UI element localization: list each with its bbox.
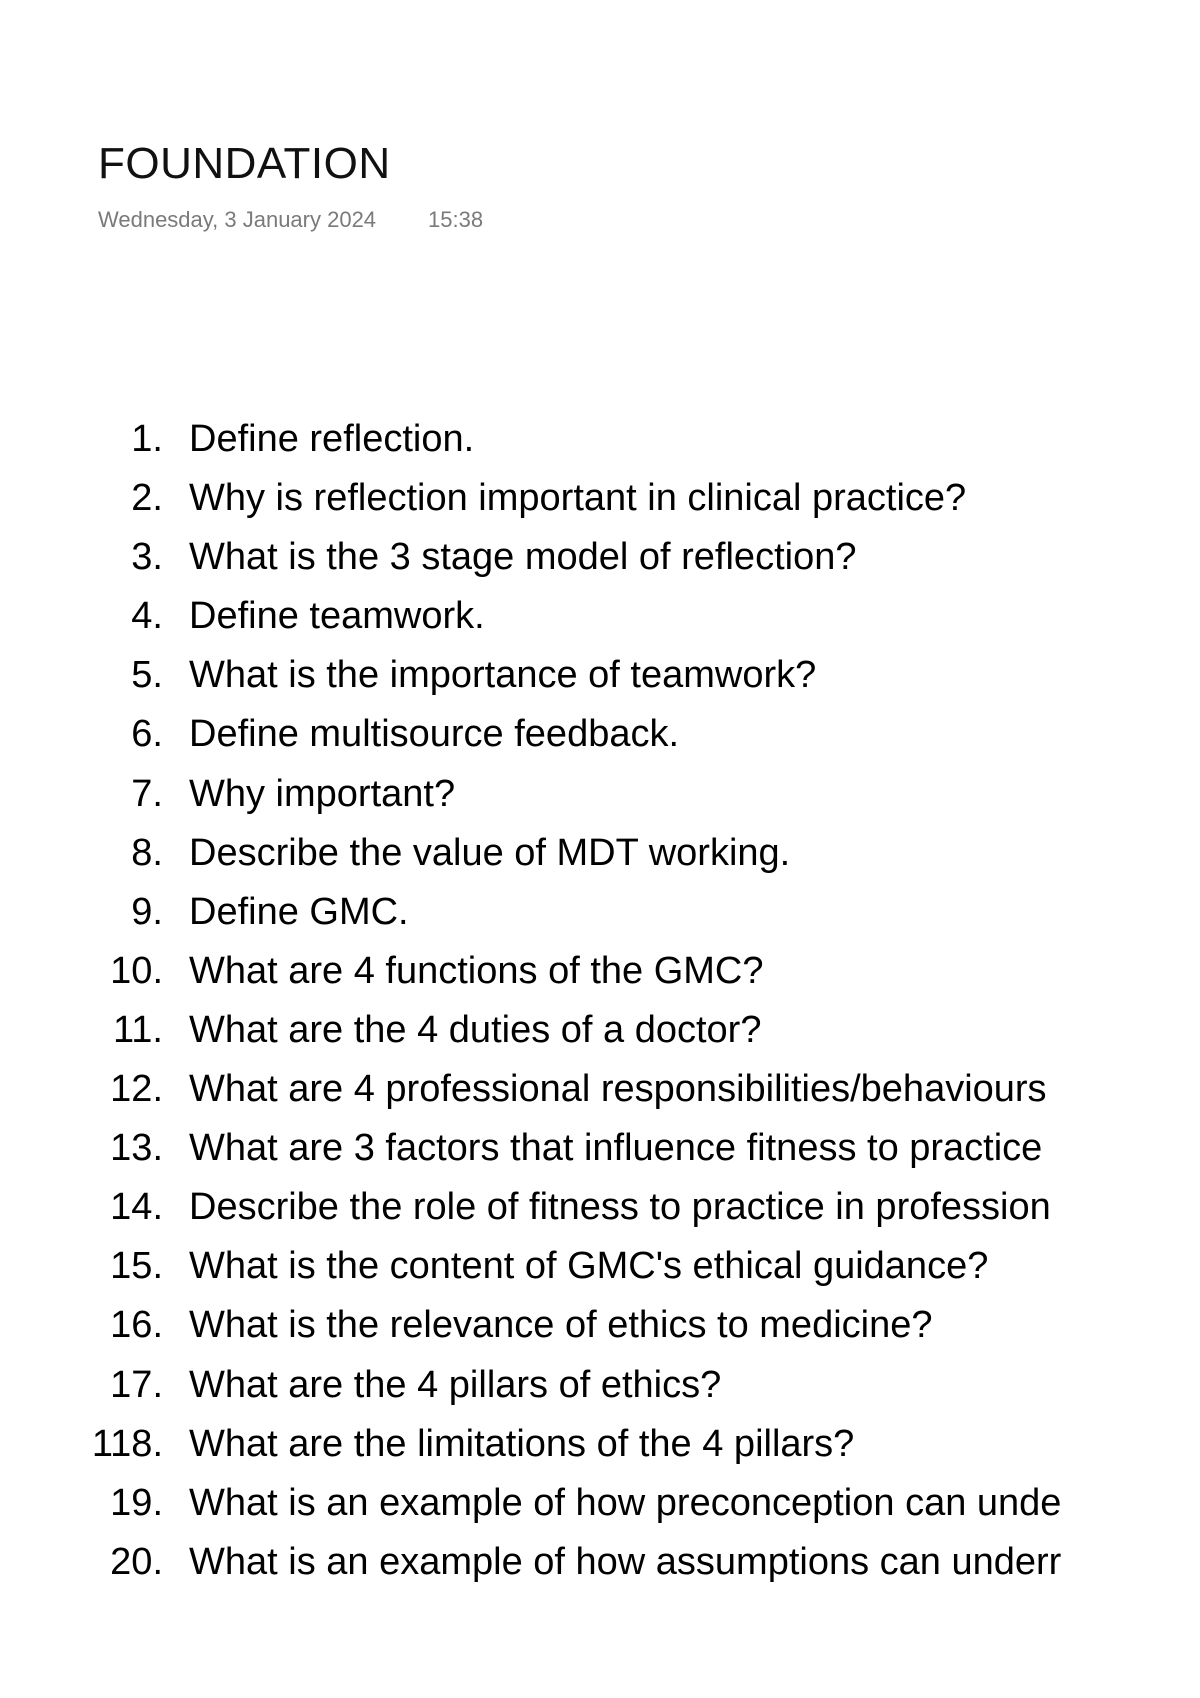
question-number: 1. xyxy=(131,418,163,460)
question-number: 7. xyxy=(131,772,163,815)
question-number: 118. xyxy=(91,1422,163,1465)
question-number: 15. xyxy=(110,1245,163,1288)
page-time: 15:38 xyxy=(428,207,484,232)
question-text: Describe the value of MDT working. xyxy=(189,831,791,874)
question-item xyxy=(0,1001,1200,1060)
question-text: What is the content of GMC's ethical guidance? xyxy=(189,1245,989,1288)
question-item xyxy=(0,469,1200,528)
question-item xyxy=(0,646,1200,705)
question-number: 16. xyxy=(110,1304,163,1347)
question-text: What is the relevance of ethics to medicine? xyxy=(189,1304,933,1347)
question-item xyxy=(0,1237,1200,1296)
page-date: Wednesday, 3 January 2024 xyxy=(98,207,377,232)
question-number: 17. xyxy=(110,1363,163,1406)
question-number: 4. xyxy=(131,595,163,638)
question-list xyxy=(0,410,1200,1583)
question-item xyxy=(0,942,1200,1001)
question-text: What are the 4 duties of a doctor? xyxy=(189,1008,762,1051)
question-text: Why is reflection important in clinical practice? xyxy=(189,477,967,520)
question-text: Describe the role of fitness to practice in profession xyxy=(189,1186,1051,1229)
question-item xyxy=(0,528,1200,587)
question-text: What are the limitations of the 4 pillars? xyxy=(189,1422,855,1465)
question-text: Define teamwork. xyxy=(189,595,485,638)
question-item xyxy=(0,1474,1200,1533)
question-number: 11. xyxy=(112,1008,163,1051)
question-text: What is an example of how preconception can unde xyxy=(189,1481,1062,1524)
question-number: 6. xyxy=(131,713,163,756)
page-title: FOUNDATION xyxy=(98,139,391,188)
question-item xyxy=(0,765,1200,824)
question-text: What are 3 factors that influence fitness to practice xyxy=(189,1127,1043,1170)
question-item xyxy=(0,587,1200,646)
question-item xyxy=(0,705,1200,764)
question-number: 14. xyxy=(110,1186,163,1229)
question-text: Why important? xyxy=(189,772,456,815)
question-text: What is an example of how assumptions can underr xyxy=(189,1540,1062,1583)
question-item xyxy=(0,1119,1200,1178)
question-number: 3. xyxy=(131,536,163,579)
question-text: What are 4 professional responsibilities/behaviours xyxy=(189,1068,1047,1111)
question-number: 10. xyxy=(110,949,163,992)
question-number: 20. xyxy=(110,1540,163,1583)
question-text: Define reflection. xyxy=(189,418,475,460)
question-text: What are the 4 pillars of ethics? xyxy=(189,1363,722,1406)
question-number: 19. xyxy=(110,1481,163,1524)
page-meta xyxy=(98,204,483,236)
question-text: What are 4 functions of the GMC? xyxy=(189,949,764,992)
question-number: 9. xyxy=(131,890,163,933)
question-text: Define GMC. xyxy=(189,890,409,933)
question-item xyxy=(0,1533,1200,1592)
question-text: Define multisource feedback. xyxy=(189,713,680,756)
question-item xyxy=(0,1356,1200,1415)
question-number: 13. xyxy=(110,1127,163,1170)
question-number: 2. xyxy=(131,477,163,520)
question-item xyxy=(0,410,1200,469)
question-text: What is the 3 stage model of reflection? xyxy=(189,536,857,579)
question-item xyxy=(0,1296,1200,1355)
question-item xyxy=(0,1415,1200,1474)
question-item xyxy=(0,883,1200,942)
question-number: 12. xyxy=(110,1068,163,1111)
question-item xyxy=(0,1178,1200,1237)
question-text: What is the importance of teamwork? xyxy=(189,654,817,697)
question-item xyxy=(0,824,1200,883)
question-item xyxy=(0,1060,1200,1119)
question-number: 8. xyxy=(131,831,163,874)
question-number: 5. xyxy=(131,654,163,697)
